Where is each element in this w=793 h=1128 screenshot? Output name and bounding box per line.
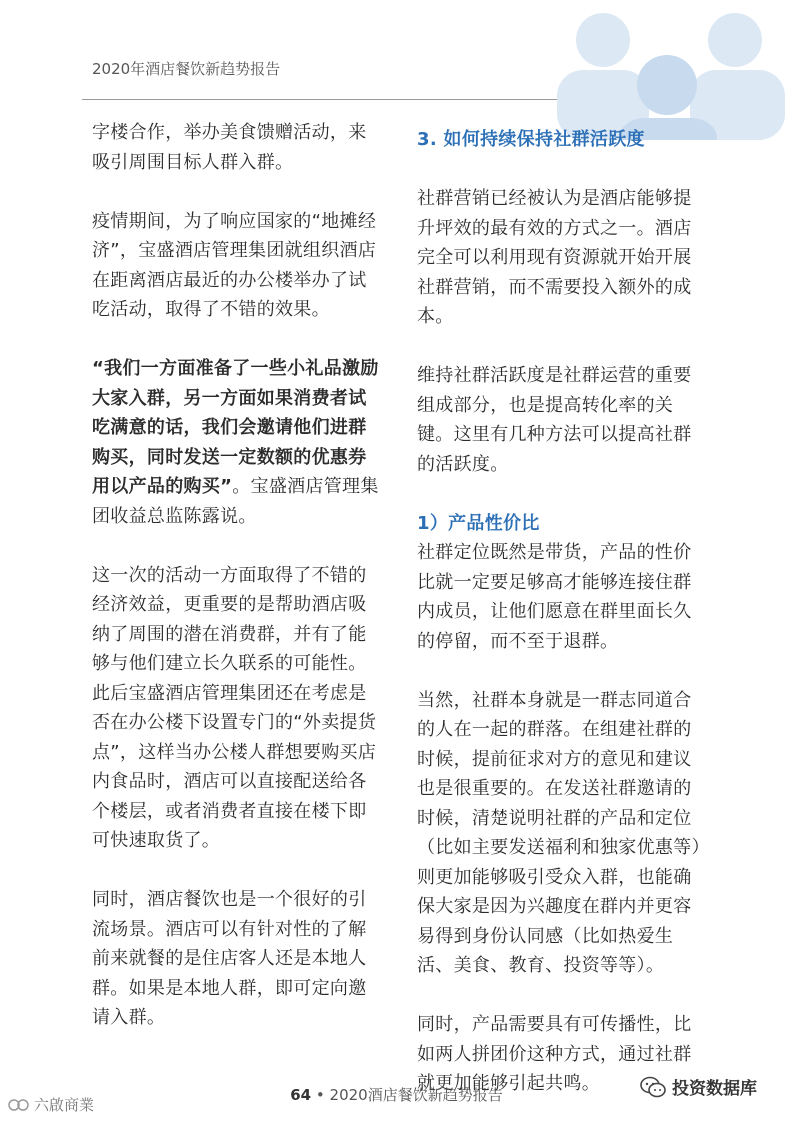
watermark-left-text: 六啟商業 <box>34 1096 95 1114</box>
paragraph: 同时，酒店餐饮也是一个很好的引流场景。酒店可以有针对性的了解前来就餐的是住店客人还是本地人群。如果是本地人群，即可定向邀请入群。 <box>92 889 367 1028</box>
section-heading: 3. 如何持续保持社群活跃度 <box>417 129 645 150</box>
paragraph: 这一次的活动一方面取得了不错的经济效益，更重要的是帮助酒店吸纳了周围的潜在消费群，并有了能够与他们建立长久联系的可能性。此后宝盛酒店管理集团还在考虑是否在办公楼下设置专门的“外卖提货点”，这样当办公楼人群想要购买店内食品时，酒店可以直接配送给各个楼层，或者消费者直接在楼下即可快速取货了。 <box>92 564 377 851</box>
paragraph: 当然，社群本身就是一群志同道合的人在一起的群落。在组建社群的时候，提前征求对方的意见和建议也是很重要的。在发送社群邀请的时候，清楚说明社群的产品和定位（比如主要发送福利和独家优惠等）则更加能够吸引受众入群，也能确保大家是因为兴趣度在群内并更容易得到身份认同感（比如热爱生活、美食、教育、投资等等）。 <box>417 689 701 976</box>
header-title: 2020年酒店餐饮新趋势报告 <box>92 60 281 78</box>
left-column <box>92 118 382 1062</box>
right-column <box>417 125 709 1128</box>
quote-paragraph <box>92 354 382 531</box>
watermark-right <box>640 1074 757 1099</box>
paragraph: 字楼合作，举办美食馈赠活动，来吸引周围目标人群入群。 <box>92 122 367 173</box>
footer-separator: • <box>315 1086 325 1104</box>
wechat-icon <box>640 1076 666 1098</box>
paragraph: 疫情期间，为了响应国家的“地摊经济”，宝盛酒店管理集团就组织酒店在距离酒店最近的办公楼举办了试吃活动，取得了不错的效果。 <box>92 210 377 320</box>
people-group-icon <box>545 0 793 140</box>
footer-title: 2020酒店餐饮新趋势报告 <box>329 1086 503 1104</box>
page-number: 64 <box>290 1086 312 1104</box>
subsection-heading: 1）产品性价比 <box>417 512 540 534</box>
paragraph: 同时，产品需要具有可传播性，比如两人拼团价这种方式，通过社群就更加能够引起共鸣。 <box>417 1014 692 1094</box>
watermark-right-text: 投资数据库 <box>672 1079 757 1099</box>
watermark-logo-icon <box>8 1097 30 1113</box>
watermark-left <box>8 1094 94 1115</box>
paragraph: 社群营销已经被认为是酒店能够提升坪效的最有效的方式之一。酒店完全可以利用现有资源就开始开展社群营销，而不需要投入额外的成本。 <box>417 188 692 327</box>
paragraph: 维持社群活跃度是社群运营的重要组成部分，也是提高转化率的关键。这里有几种方法可以提高社群的活跃度。 <box>417 365 692 475</box>
quote-text: “我们一方面准备了一些小礼品激励大家入群，另一方面如果消费者试吃满意的话，我们会邀请他们进群购买，同时发送一定数额的优惠券用以产品的购买” <box>92 358 379 497</box>
paragraph: 社群定位既然是带货，产品的性价比就一定要足够高才能够连接住群内成员，让他们愿意在群里面长久的停留，而不至于退群。 <box>417 542 692 652</box>
quote-attribution: 。宝盛酒店管理集团收益总监陈露说。 <box>92 476 379 527</box>
